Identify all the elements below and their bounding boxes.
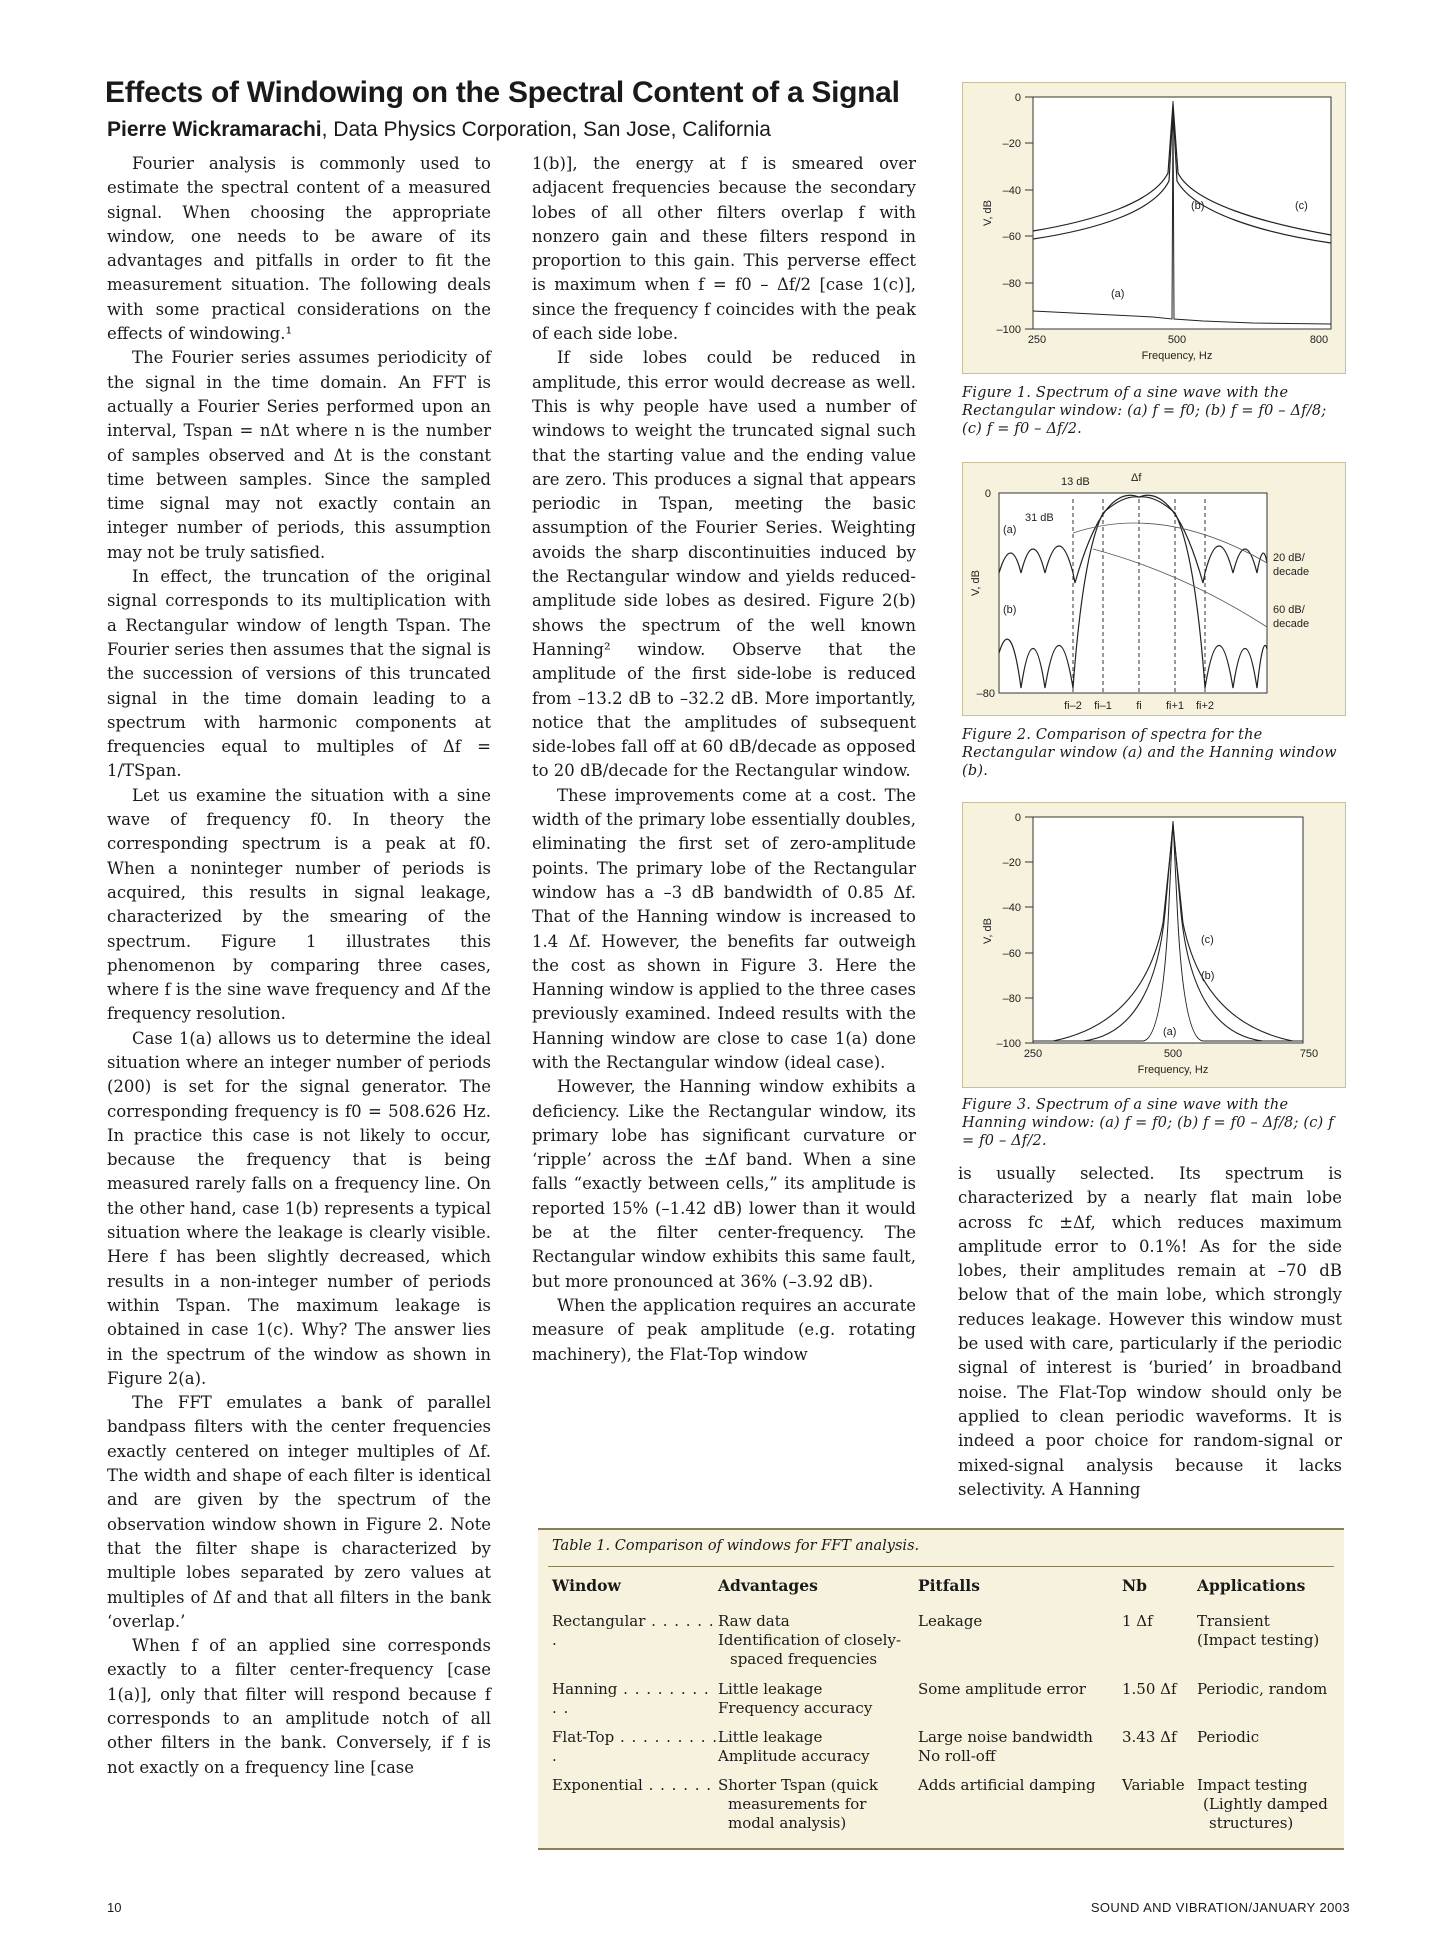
table-cell <box>718 1776 918 1833</box>
paragraph: When f of an applied sine corresponds exactly to a filter center-frequency [case 1(a)], only that filter will respond because f corresponds to an amplitude notch of all other filters in the bank. Conversely, if f is not exactly on a frequency line [case <box>107 1636 491 1777</box>
table-row: Hanning . . . . . . . . . . <box>552 1680 710 1717</box>
table-cell <box>718 1612 918 1669</box>
cell-line: Little leakage <box>718 1680 823 1698</box>
page-number: 10 <box>107 1900 122 1915</box>
y-tick-label: –80 <box>976 688 995 700</box>
annotation-60db-decade-2: decade <box>1273 618 1310 630</box>
table-cell: 3.43 Δf <box>1122 1728 1177 1746</box>
curve-label-a: (a) <box>1163 1026 1177 1038</box>
table-row: Rectangular . . . . . . . <box>552 1612 715 1649</box>
y-tick-label: 0 <box>1014 812 1021 824</box>
cell-line: Large noise bandwidth <box>918 1728 1093 1746</box>
cell-line: Some amplitude error <box>918 1680 1086 1698</box>
curve-label-a: (a) <box>1003 524 1017 536</box>
cell-line: (Lightly damped <box>1203 1795 1328 1813</box>
cell-line: spaced frequencies <box>730 1650 878 1668</box>
cell-line: Little leakage <box>718 1728 823 1746</box>
annotation-20db-decade-2: decade <box>1273 566 1310 578</box>
x-tick-label: 250 <box>1023 1048 1043 1060</box>
cell-line: Amplitude accuracy <box>718 1747 870 1765</box>
paragraph: If side lobes could be reduced in amplitude, this error would decrease as well. This is why people have used a number of windows to weight the truncated signal such that the starting value and the ending value are zero. This produces a signal that appears periodic in Tspan, meeting the basic assumption of the Fourier Series. Weighting avoids the sharp discontinuities induced by the Rectangular window and yields reduced-amplitude side lobes as desired. Figure 2(b) shows the spectrum of the well known Hanning² window. Observe that the amplitude of the first side-lobe is reduced from –13.2 dB to –32.2 dB. More importantly, notice that the amplitudes of subsequent side-lobes fall off at 60 dB/decade as opposed to 20 dB/decade for the Rectangular window. <box>532 348 916 781</box>
cell-line: Identification of closely- <box>718 1631 902 1649</box>
x-tick-label: 500 <box>1167 334 1187 346</box>
y-tick-label: 0 <box>1014 92 1021 104</box>
x-tick-label: fi–1 <box>1094 700 1112 712</box>
cell-line: Adds artificial damping <box>918 1776 1096 1794</box>
table-1 <box>538 1528 1344 1850</box>
window-name: Flat-Top <box>552 1728 615 1746</box>
curve-label-c: (c) <box>1201 934 1214 946</box>
table-caption: Table 1. Comparison of windows for FFT analysis. <box>552 1538 920 1554</box>
paragraph: The FFT emulates a bank of parallel bandpass filters with the center frequencies exactly centered on integer multiples of Δf. The width and shape of each filter is identical and are given by the spectrum of the observation window shown in Figure 2. Note that the filter shape is characterized by multiple lobes separated by zero values at multiples of Δf and that all filters in the bank ‘overlap.’ <box>107 1393 491 1631</box>
paragraph: Case 1(a) allows us to determine the ideal situation where an integer number of periods (200) is set for the signal generator. The corresponding frequency is f0 = 508.626 Hz. In practice this case is not likely to occur, because the frequency that is being measured rarely falls on a frequency line. On the other hand, case 1(b) represents a typical situation where the leakage is clearly visible. Here f has been slightly decreased, which results in a non-integer number of periods within Tspan. The maximum leakage is obtained in case 1(c). Why? The answer lies in the spectrum of the window as shown in Figure 2(a). <box>107 1028 491 1388</box>
author-name: Pierre Wickramarachi <box>107 118 322 141</box>
figure-2-caption: Figure 2. Comparison of spectra for the Rectangular window (a) and the Hanning window (b). <box>962 727 1337 779</box>
figure-1-plot <box>963 83 1345 373</box>
x-tick-label: fi <box>1136 700 1142 712</box>
figure-1-caption: Figure 1. Spectrum of a sine wave with the Rectangular window: (a) f = f0; (b) f = f0 – Δf/8; (c) f = f0 – Δf/2. <box>962 385 1327 437</box>
x-tick-label: 800 <box>1309 334 1329 346</box>
window-name: Exponential <box>552 1776 643 1794</box>
table-cell <box>1197 1776 1342 1833</box>
y-tick-label: 0 <box>984 488 991 500</box>
table-cell <box>718 1728 918 1766</box>
x-tick-label: fi+2 <box>1195 700 1215 712</box>
y-tick-label: –80 <box>1002 993 1021 1005</box>
cell-line: modal analysis) <box>728 1814 847 1832</box>
cell-line: Periodic <box>1197 1728 1260 1746</box>
x-tick-label: 250 <box>1027 334 1047 346</box>
y-tick-label: –40 <box>1002 902 1021 914</box>
body-column-2 <box>532 152 916 1367</box>
y-tick-label: –20 <box>1002 138 1021 150</box>
figure-3-caption: Figure 3. Spectrum of a sine wave with the Hanning window: (a) f = f0; (b) f = f0 – Δf/8; (c) f = f0 – Δf/2. <box>962 1097 1334 1149</box>
y-tick-label: –40 <box>1002 185 1021 197</box>
y-tick-label: –100 <box>996 1038 1021 1050</box>
y-tick-label: –20 <box>1002 857 1021 869</box>
annotation-delta-f: Δf <box>1131 472 1142 484</box>
author-affiliation: , Data Physics Corporation, San Jose, California <box>321 118 771 141</box>
article-title: Effects of Windowing on the Spectral Content of a Signal <box>105 76 900 109</box>
figure-3-plot <box>963 803 1345 1087</box>
table-cell <box>918 1612 1118 1631</box>
x-tick-label: 750 <box>1299 1048 1319 1060</box>
annotation-31db: 31 dB <box>1025 512 1054 524</box>
y-axis-label: V, dB <box>970 570 982 596</box>
table-cell <box>918 1680 1118 1699</box>
cell-line: Periodic, random <box>1197 1680 1328 1698</box>
figure-1 <box>962 82 1346 374</box>
cell-line: Raw data <box>718 1612 790 1630</box>
curve-label-a: (a) <box>1111 288 1125 300</box>
y-tick-label: –80 <box>1002 278 1021 290</box>
cell-line: Frequency accuracy <box>718 1699 873 1717</box>
cell-line: (Impact testing) <box>1197 1631 1320 1649</box>
table-cell <box>918 1776 1118 1795</box>
cell-line: measurements for <box>728 1795 867 1813</box>
x-tick-label: 500 <box>1163 1048 1183 1060</box>
x-axis-label: Frequency, Hz <box>1137 1064 1209 1076</box>
curve-label-c: (c) <box>1295 200 1308 212</box>
paragraph: When the application requires an accurate measure of peak amplitude (e.g. rotating machinery), the Flat-Top window <box>532 1295 916 1364</box>
figure-2-plot <box>963 463 1345 715</box>
x-tick-label: fi–2 <box>1064 700 1082 712</box>
body-column-1 <box>107 152 491 1780</box>
paragraph: In effect, the truncation of the original signal corresponds to its multiplication with a Rectangular window of length Tspan. The Fourier series then assumes that the signal is the succession of versions of this truncated signal in the time domain leading to a spectrum with harmonic components at frequencies equal to multiples of Δf = 1/TSpan. <box>107 567 491 781</box>
byline <box>107 118 771 142</box>
curve-label-b: (b) <box>1201 970 1215 982</box>
figure-3 <box>962 802 1346 1088</box>
x-tick-label: fi+1 <box>1165 700 1185 712</box>
journal-footer: SOUND AND VIBRATION/JANUARY 2003 <box>1090 1900 1350 1915</box>
paragraph: Let us examine the situation with a sine wave of frequency f0. In theory the corresponding spectrum is a peak at f0. When a noninteger number of periods is acquired, this results in signal leakage, characterized by the smearing of the spectrum. Figure 1 illustrates this phenomenon by comparing three cases, where f is the sine wave frequency and Δf the frequency resolution. <box>107 785 491 1024</box>
table-row: Exponential . . . . . . <box>552 1776 713 1794</box>
column-header: Nb <box>1122 1576 1148 1595</box>
column-header: Applications <box>1197 1576 1306 1595</box>
y-tick-label: –60 <box>1002 231 1021 243</box>
window-name: Rectangular <box>552 1612 646 1630</box>
window-name: Hanning <box>552 1680 618 1698</box>
figure-2 <box>962 462 1346 716</box>
body-column-3 <box>958 1162 1342 1502</box>
y-tick-label: –100 <box>996 324 1021 336</box>
y-axis-label: V, dB <box>982 200 994 226</box>
cell-line: No roll-off <box>918 1747 996 1765</box>
paragraph: Fourier analysis is commonly used to estimate the spectral content of a measured signal. When choosing the appropriate window, one needs to be aware of its advantages and pitfalls in order to fit the measurement situation. The following deals with some practical considerations on the effects of windowing.¹ <box>107 154 491 344</box>
cell-line: Leakage <box>918 1612 983 1630</box>
curve-label-b: (b) <box>1191 200 1205 212</box>
paragraph: These improvements come at a cost. The width of the primary lobe essentially doubles, eliminating the first set of zero-amplitude points. The primary lobe of the Rectangular window has a –3 dB bandwidth of 0.85 Δf. That of the Hanning window is increased to 1.4 Δf. However, the benefits far outweigh the cost as shown in Figure 3. Here the Hanning window is applied to the three cases previously examined. Indeed results with the Hanning window are close to case 1(a) done with the Rectangular window (ideal case). <box>532 785 916 1072</box>
paragraph: The Fourier series assumes periodicity of the signal in the time domain. An FFT is actually a Fourier Series performed upon an interval, Tspan = nΔt where n is the number of samples observed and Δt is the constant time between samples. Since the sampled time signal may not exactly contain an integer number of periods, this assumption may not be truly satisfied. <box>107 348 491 562</box>
paragraph: is usually selected. Its spectrum is characterized by a nearly flat main lobe across fc ±Δf, which reduces maximum amplitude error to 0.1%! As for the side lobes, their amplitudes remain at –70 dB below that of the main lobe, which strongly reduces leakage. However this window must be used with care, particularly if the periodic signal of interest is ‘buried’ in broadband noise. The Flat-Top window should only be applied to clean periodic waveforms. It is indeed a poor choice for random-signal or mixed-signal analysis because it lacks selectivity. A Hanning <box>958 1164 1342 1499</box>
annotation-20db-decade: 20 dB/ <box>1273 552 1305 564</box>
y-axis-label: V, dB <box>982 918 994 944</box>
column-header: Window <box>552 1576 621 1595</box>
table-cell <box>1197 1612 1342 1650</box>
table-cell <box>1197 1680 1342 1699</box>
annotation-60db-decade: 60 dB/ <box>1273 604 1305 616</box>
column-header: Advantages <box>718 1576 818 1595</box>
table-cell: 1.50 Δf <box>1122 1680 1177 1698</box>
y-tick-label: –60 <box>1002 948 1021 960</box>
column-header: Pitfalls <box>918 1576 980 1595</box>
curve-label-b: (b) <box>1003 604 1017 616</box>
cell-line: Transient <box>1197 1612 1270 1630</box>
annotation-13db: 13 dB <box>1061 476 1090 488</box>
table-row: Flat-Top . . . . . . . . . . <box>552 1728 719 1765</box>
cell-line: Impact testing <box>1197 1776 1308 1794</box>
table-cell: Variable <box>1122 1776 1185 1794</box>
table-cell: 1 Δf <box>1122 1612 1153 1630</box>
table-cell <box>918 1728 1118 1766</box>
table-cell <box>718 1680 918 1718</box>
table-cell <box>1197 1728 1342 1747</box>
paragraph: 1(b)], the energy at f is smeared over adjacent frequencies because the secondary lobes of all other filters overlap f with nonzero gain and these filters respond in proportion to this gain. This perverse effect is maximum when f = f0 – Δf/2 [case 1(c)], since the frequency f coincides with the peak of each side lobe. <box>532 154 916 344</box>
cell-line: Shorter Tspan (quick <box>718 1776 878 1794</box>
x-axis-label: Frequency, Hz <box>1141 350 1213 362</box>
cell-line: structures) <box>1209 1814 1294 1832</box>
paragraph: However, the Hanning window exhibits a deficiency. Like the Rectangular window, its primary lobe has significant curvature or ‘ripple’ across the ±Δf band. When a sine falls “exactly between cells,” its amplitude is reported 15% (–1.42 dB) lower than it would be at the filter center-frequency. The Rectangular window exhibits this same fault, but more pronounced at 36% (–3.92 dB). <box>532 1077 916 1291</box>
